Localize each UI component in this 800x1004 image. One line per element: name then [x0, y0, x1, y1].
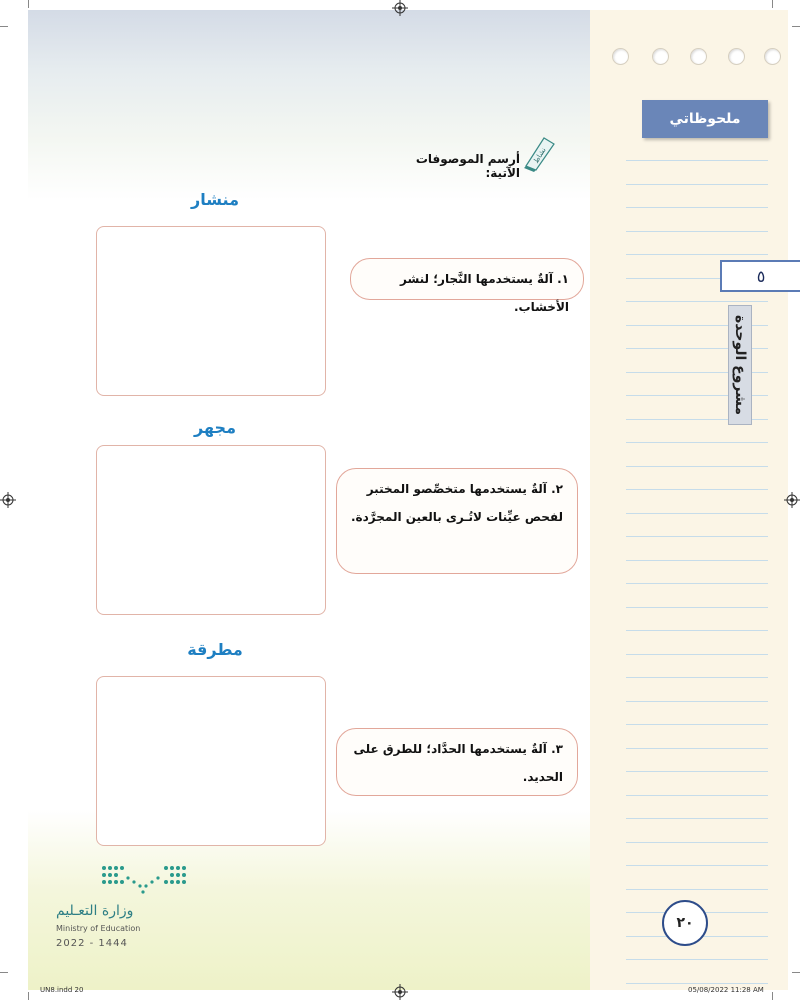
ministry-logo-icon: [98, 862, 190, 898]
ruled-line: [626, 231, 768, 232]
crop-mark: [772, 0, 773, 8]
page-number: ٢٠: [662, 900, 708, 946]
item-heading-microscope: مجهر: [194, 418, 236, 437]
ruled-line: [626, 489, 768, 490]
description-saw: ١. آلةٌ يستخدمها النَّجار؛ لنشر الأخشاب.: [350, 258, 584, 300]
drawing-area-saw[interactable]: [96, 226, 326, 396]
ruled-line: [626, 513, 768, 514]
item-heading-hammer: مطرقة: [187, 640, 243, 659]
crop-mark: [772, 992, 773, 1000]
ruled-line: [626, 771, 768, 772]
ruled-line: [626, 442, 768, 443]
binder-ring: [728, 48, 745, 65]
activity-icon-label: نشاط: [532, 146, 548, 165]
ruled-line: [626, 818, 768, 819]
description-microscope: ٢. آلةٌ يستخدمها متخصِّصو المختبر لفحص عيِّنات لاتُـرى بالعين المجرَّدة.: [336, 468, 578, 574]
registration-mark-icon: [392, 0, 408, 16]
ministry-name-en: Ministry of Education: [56, 924, 141, 933]
activity-icon: [522, 136, 556, 172]
ruled-line: [626, 724, 768, 725]
ruled-line: [626, 207, 768, 208]
registration-mark-icon: [392, 984, 408, 1000]
description-hammer: ٣. آلةٌ يستخدمها الحدَّاد؛ للطرق على الحديد.: [336, 728, 578, 796]
binder-ring: [652, 48, 669, 65]
drawing-area-microscope[interactable]: [96, 445, 326, 615]
ruled-line: [626, 959, 768, 960]
ruled-line: [626, 630, 768, 631]
crop-mark: [28, 0, 29, 8]
registration-mark-icon: [784, 492, 800, 508]
unit-project-tab: مشروع الوحدة: [728, 305, 752, 425]
ruled-line: [626, 536, 768, 537]
binder-ring: [612, 48, 629, 65]
ruled-line: [626, 842, 768, 843]
footer-file: UN8.indd 20: [40, 986, 84, 994]
ministry-year: 2022 - 1444: [56, 938, 128, 949]
ruled-line: [626, 560, 768, 561]
instruction-text: أرسم الموصوفات الآتية:: [415, 152, 520, 180]
crop-mark: [0, 972, 8, 973]
ruled-line: [626, 184, 768, 185]
ruled-line: [626, 254, 768, 255]
ruled-line: [626, 677, 768, 678]
registration-mark-icon: [0, 492, 16, 508]
drawing-area-hammer[interactable]: [96, 676, 326, 846]
crop-mark: [792, 972, 800, 973]
ruled-line: [626, 160, 768, 161]
notes-title: ملحوظاتي: [642, 100, 768, 138]
crop-mark: [0, 26, 8, 27]
crop-mark: [28, 992, 29, 1000]
binder-ring: [764, 48, 781, 65]
ruled-line: [626, 607, 768, 608]
footer-date: 05/08/2022 11:28 AM: [688, 986, 764, 994]
item-heading-saw: منشار: [191, 190, 239, 209]
crop-mark: [792, 26, 800, 27]
ruled-line: [626, 701, 768, 702]
unit-number: ٥: [720, 260, 800, 292]
ruled-line: [626, 301, 768, 302]
ministry-name-ar: وزارة التعـليم: [56, 903, 134, 919]
ruled-line: [626, 466, 768, 467]
ruled-line: [626, 583, 768, 584]
notebook-panel: [590, 10, 788, 990]
ruled-line: [626, 748, 768, 749]
ruled-line: [626, 983, 768, 984]
ruled-line: [626, 795, 768, 796]
binder-ring: [690, 48, 707, 65]
ruled-line: [626, 865, 768, 866]
ruled-line: [626, 654, 768, 655]
ruled-line: [626, 889, 768, 890]
